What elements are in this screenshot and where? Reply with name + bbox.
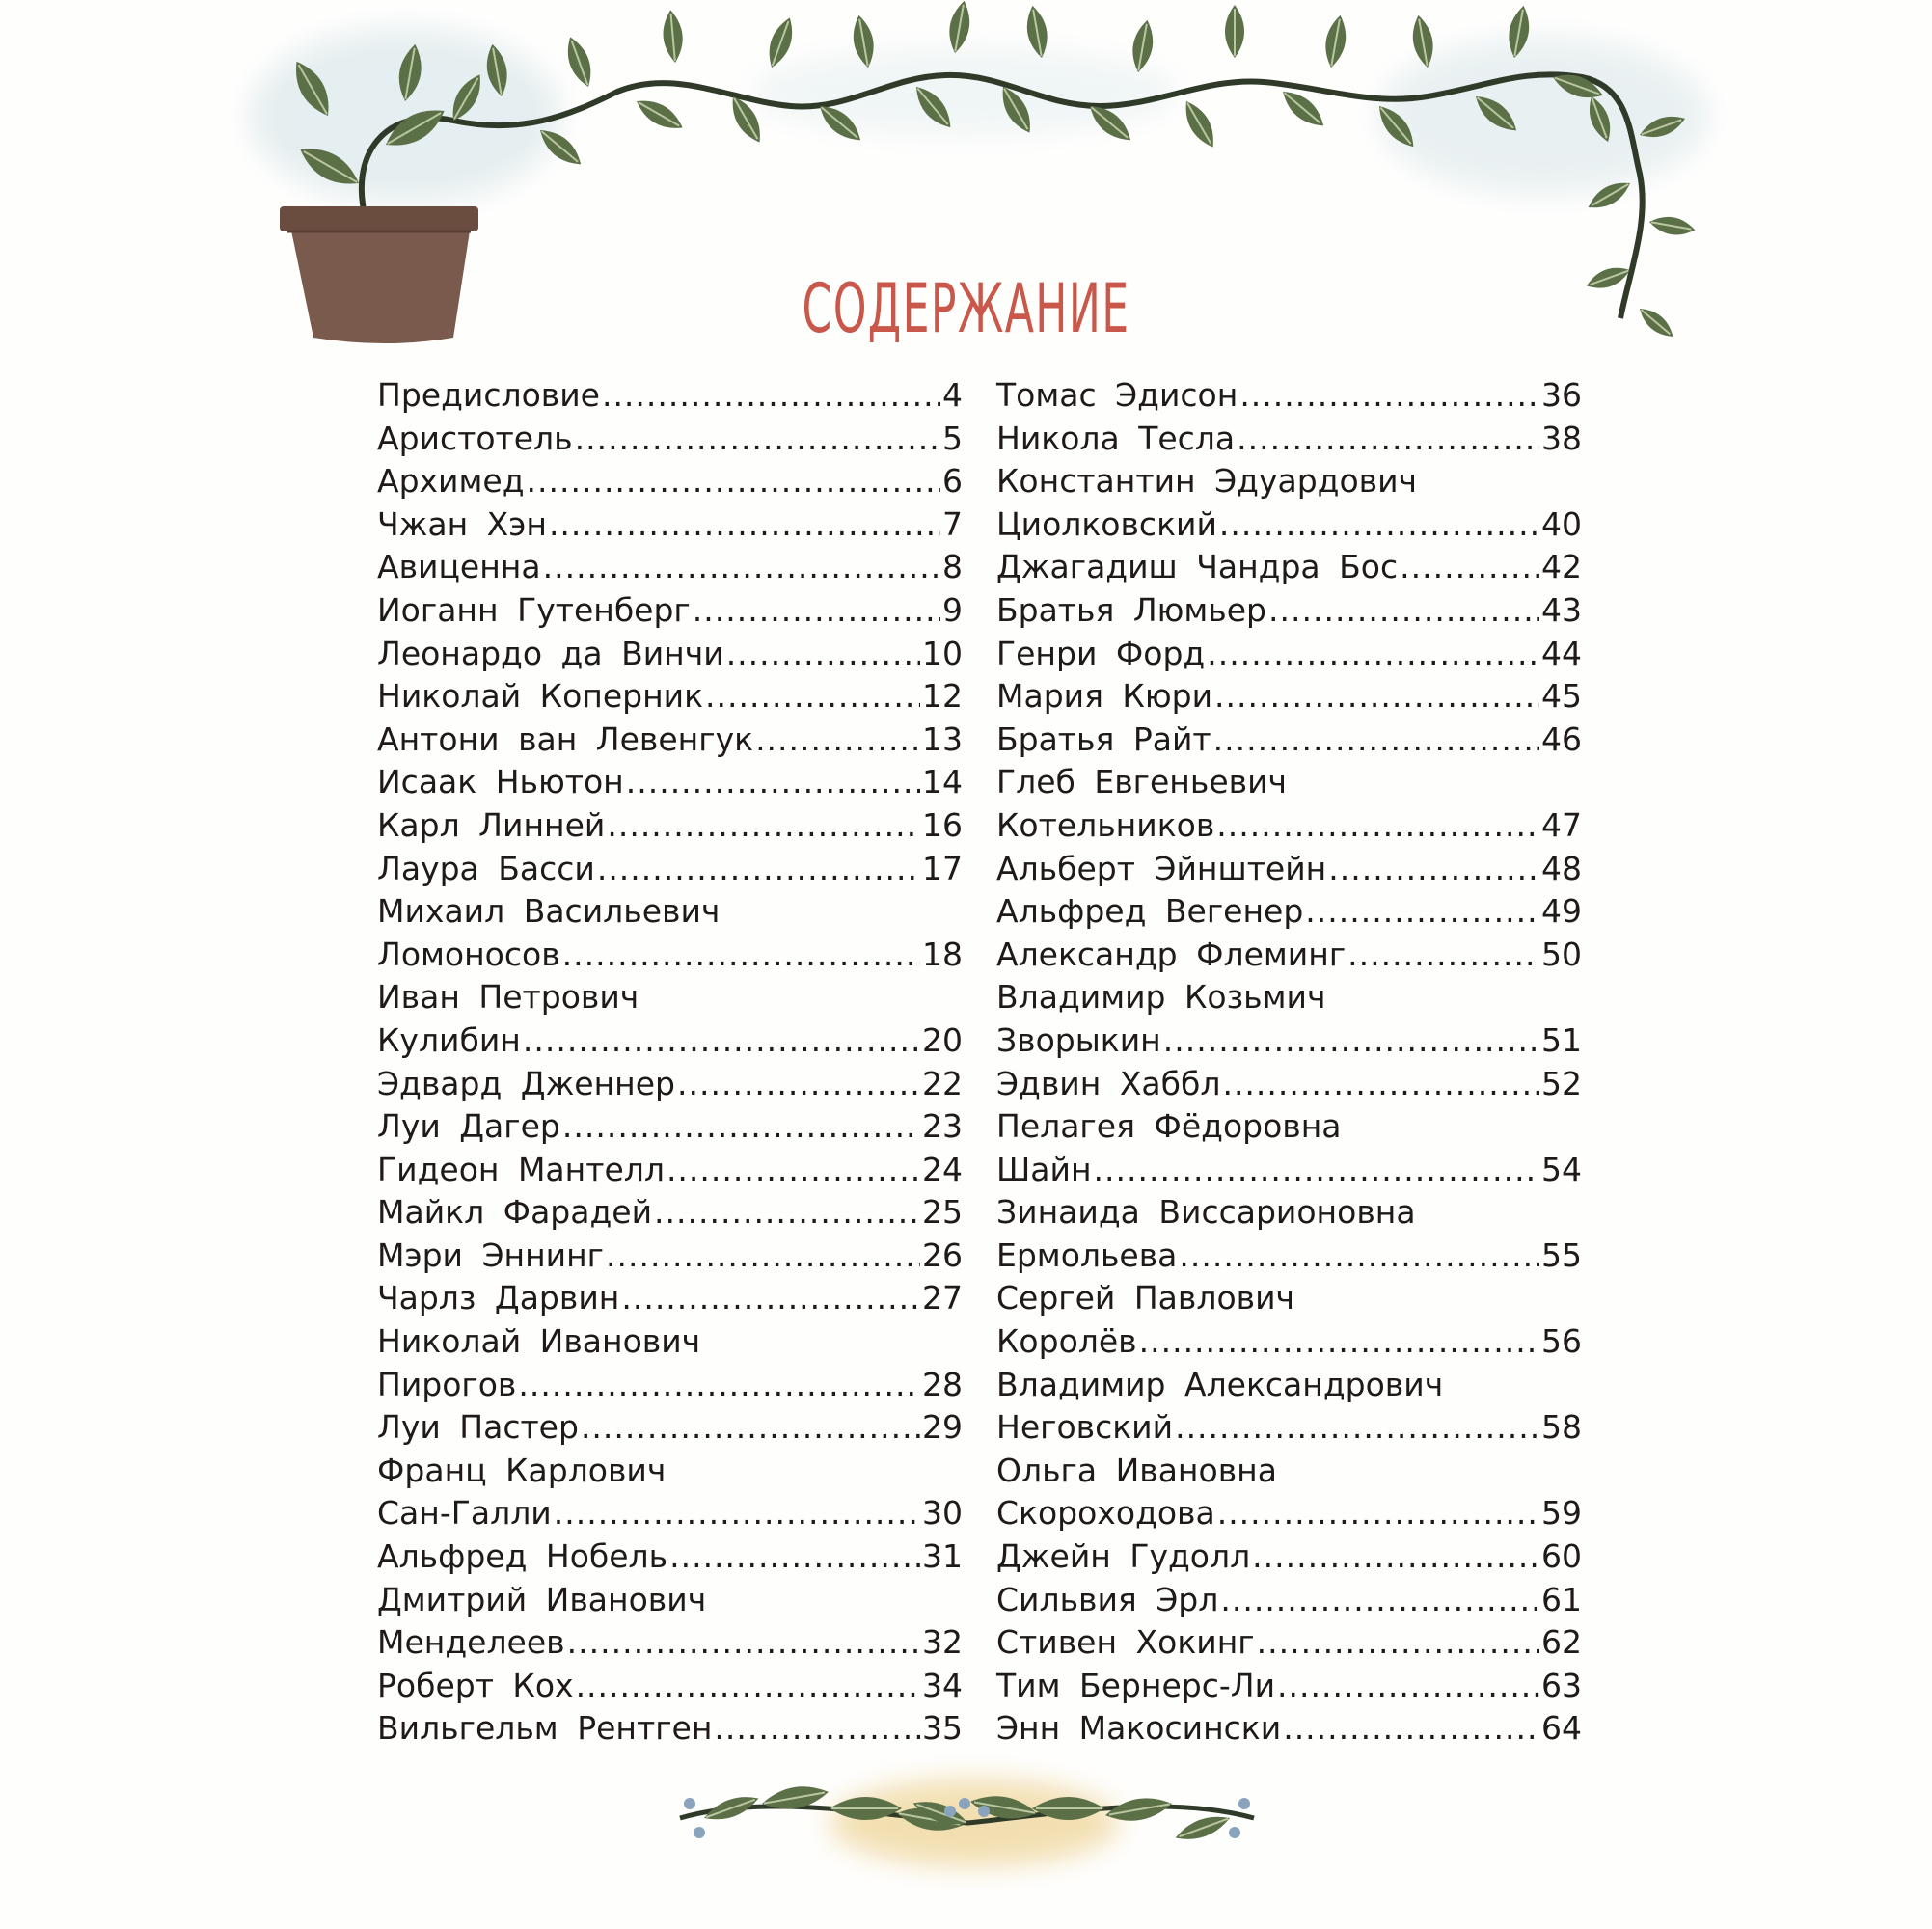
toc-entry-line (377, 505, 963, 549)
toc-entry (377, 548, 963, 591)
toc-page-number: 63 (1541, 1666, 1582, 1704)
toc-entry-line (377, 1623, 963, 1667)
toc-leader-dots (1257, 1623, 1539, 1661)
toc-entry-line (996, 677, 1582, 720)
toc-leader-dots (1400, 548, 1539, 585)
toc-page-number: 43 (1541, 590, 1582, 629)
toc-entry-name: Иоганн Гутенберг (377, 590, 691, 629)
toc-leader-dots (1237, 420, 1539, 457)
toc-page-number: 55 (1541, 1236, 1582, 1274)
toc-entry-line (996, 1279, 1582, 1322)
toc-entry-line (996, 1494, 1582, 1537)
toc-entry (377, 376, 963, 420)
toc-entry-line (377, 1151, 963, 1194)
toc-leader-dots (1219, 505, 1539, 543)
toc-entry-line (996, 720, 1582, 764)
toc-entry-name: Владимир Александрович (996, 1365, 1444, 1403)
toc-leader-dots (602, 376, 940, 414)
toc-entry-name: Шайн (996, 1150, 1092, 1188)
toc-entry-name: Зинаида Виссарионовна (996, 1193, 1416, 1232)
toc-leader-dots (576, 1667, 920, 1704)
toc-entry-name: Александр Флеминг (996, 935, 1347, 973)
toc-entry-name: Менделеев (377, 1623, 565, 1662)
toc-entry (996, 1709, 1582, 1752)
toc-entry (377, 850, 963, 893)
toc-entry-line (996, 1151, 1582, 1194)
toc-leader-dots (523, 1021, 920, 1059)
toc-entry-name: Предисловие (377, 376, 600, 414)
toc-entry (377, 635, 963, 678)
toc-entry-line (996, 1193, 1582, 1236)
toc-entry (996, 1366, 1582, 1452)
toc-entry-name: Лаура Басси (377, 849, 595, 887)
toc-entry (996, 1581, 1582, 1624)
toc-entry-name: Владимир Козьмич (996, 978, 1326, 1017)
toc-leader-dots (1217, 1494, 1539, 1532)
toc-leader-dots (705, 677, 920, 715)
toc-leader-dots (1328, 850, 1539, 887)
toc-entry-name: Эдвин Хаббл (996, 1064, 1221, 1102)
toc-leader-dots (606, 1236, 920, 1274)
toc-entry (377, 677, 963, 720)
toc-entry-line (377, 763, 963, 806)
toc-entry-line (996, 1581, 1582, 1624)
toc-leader-dots (693, 591, 940, 629)
toc-entry-line (996, 1452, 1582, 1495)
toc-entry (996, 763, 1582, 849)
toc-entry-name: Томас Эдисон (996, 376, 1238, 414)
toc-entry (377, 978, 963, 1064)
toc-leader-dots (714, 1709, 920, 1747)
toc-entry-name: Котельников (996, 805, 1215, 844)
toc-entry (996, 850, 1582, 893)
toc-entry-line (377, 1537, 963, 1581)
toc-leader-dots (726, 635, 920, 672)
toc-page-number: 52 (1541, 1064, 1582, 1102)
toc-column-right (996, 376, 1582, 1752)
toc-entry-name: Михаил Васильевич (377, 892, 721, 931)
berry-icon (978, 1806, 990, 1817)
toc-entry-line (996, 1065, 1582, 1108)
toc-entry-name: Ермольева (996, 1236, 1178, 1274)
toc-page-number: 49 (1541, 892, 1582, 931)
toc-entry-name: Луи Дагер (377, 1107, 560, 1146)
toc-entry-name: Джагадиш Чандра Бос (996, 548, 1399, 586)
toc-page-number: 24 (922, 1150, 963, 1188)
toc-entry (996, 720, 1582, 764)
toc-entry-line (377, 1193, 963, 1236)
toc-leader-dots (549, 505, 940, 543)
toc-entry-name: Глеб Евгеньевич (996, 763, 1288, 801)
toc-page-number: 31 (922, 1537, 963, 1576)
toc-page-number: 6 (942, 462, 963, 501)
toc-entry (377, 720, 963, 764)
toc-entry-name: Антони ван Левенгук (377, 720, 754, 758)
toc-entry (996, 892, 1582, 936)
toc-entry-line (996, 806, 1582, 850)
toc-entry-line (996, 1537, 1582, 1581)
toc-leader-dots (1222, 1065, 1539, 1102)
toc-entry-name: Роберт Кох (377, 1666, 574, 1704)
toc-entry (996, 548, 1582, 591)
toc-entry-line (996, 591, 1582, 635)
toc-page-number: 61 (1541, 1580, 1582, 1618)
toc-leader-dots (562, 1107, 920, 1145)
toc-leader-dots (626, 763, 920, 801)
toc-entry-line (377, 591, 963, 635)
toc-entry (996, 1065, 1582, 1108)
toc-entry-name: Гидеон Мантелл (377, 1150, 665, 1188)
toc-column-left (377, 376, 963, 1752)
toc-entry-name: Чарлз Дарвин (377, 1279, 620, 1318)
toc-leader-dots (597, 850, 920, 887)
toc-page-number: 48 (1541, 849, 1582, 887)
toc-entry (996, 591, 1582, 635)
berry-icon (694, 1827, 705, 1838)
toc-entry-line (996, 1709, 1582, 1752)
toc-entry-line (377, 1065, 963, 1108)
toc-leader-dots (562, 936, 920, 973)
toc-entry-line (377, 1322, 963, 1366)
toc-page-number: 51 (1541, 1020, 1582, 1059)
toc-page-number: 44 (1541, 634, 1582, 672)
toc-entry-name: Исаак Ньютон (377, 763, 624, 801)
toc-entry (996, 1667, 1582, 1710)
toc-page-number: 64 (1541, 1709, 1582, 1748)
berry-icon (944, 1806, 956, 1817)
berry-icon (1229, 1827, 1240, 1838)
toc-page-number: 47 (1541, 805, 1582, 844)
toc-page-number: 22 (922, 1064, 963, 1102)
toc-leader-dots (1207, 635, 1539, 672)
toc-leader-dots (581, 1408, 920, 1446)
toc-entry-line (377, 1236, 963, 1280)
toc-entry-line (377, 462, 963, 505)
toc-entry-line (377, 1581, 963, 1624)
toc-leader-dots (1268, 591, 1539, 629)
toc-entry-name: Королёв (996, 1322, 1137, 1361)
toc-entry (996, 936, 1582, 979)
toc-entry (996, 1452, 1582, 1537)
toc-entry-line (377, 1279, 963, 1322)
berry-icon (1238, 1798, 1250, 1809)
toc-entry-name: Эдвард Дженнер (377, 1064, 675, 1102)
toc-leader-dots (1239, 376, 1539, 414)
toc-page-number: 36 (1541, 376, 1582, 414)
toc-entry (377, 1322, 963, 1408)
toc-page-number: 46 (1541, 720, 1582, 758)
toc-leader-dots (1094, 1151, 1539, 1188)
toc-entry-line (996, 1667, 1582, 1710)
toc-entry-line (996, 635, 1582, 678)
toc-entry-name: Циолковский (996, 504, 1217, 543)
toc-entry-name: Пирогов (377, 1365, 517, 1403)
toc-entry (377, 420, 963, 463)
toc-entry (996, 677, 1582, 720)
toc-leader-dots (1216, 806, 1539, 844)
toc-entry-name: Сан-Галли (377, 1494, 552, 1533)
toc-entry-name: Иван Петрович (377, 978, 639, 1017)
toc-page-number: 32 (922, 1623, 963, 1662)
toc-page-number: 23 (922, 1107, 963, 1146)
toc-entry-line (996, 1623, 1582, 1667)
toc-entry (377, 1065, 963, 1108)
toc-leader-dots (1213, 720, 1539, 758)
toc-entry-line (996, 420, 1582, 463)
toc-entry (377, 1709, 963, 1752)
toc-entry-name: Вильгельм Рентген (377, 1709, 713, 1748)
toc-entry-name: Джейн Гудолл (996, 1537, 1251, 1576)
berry-icon (684, 1798, 695, 1809)
toc-page-number: 8 (942, 548, 963, 586)
toc-page-number: 14 (922, 763, 963, 801)
toc-leader-dots (669, 1537, 920, 1575)
toc-entry-name: Майкл Фарадей (377, 1193, 653, 1232)
toc-page-number: 16 (922, 805, 963, 844)
toc-entry (377, 1151, 963, 1194)
toc-entry-name: Сергей Павлович (996, 1279, 1295, 1318)
toc-leader-dots (518, 1366, 920, 1403)
toc-entry-name: Николай Иванович (377, 1322, 701, 1361)
page-title: СОДЕРЖАНИЕ (802, 268, 1130, 348)
toc-entry-name: Мария Кюри (996, 677, 1213, 716)
toc-entry (377, 1408, 963, 1452)
toc-page-number: 45 (1541, 677, 1582, 716)
toc-entry-line (996, 376, 1582, 420)
toc-entry-name: Стивен Хокинг (996, 1623, 1255, 1662)
toc-page-number: 34 (922, 1666, 963, 1704)
toc-leader-dots (543, 548, 940, 585)
toc-entry-line (377, 936, 963, 979)
toc-leader-dots (554, 1494, 920, 1532)
toc-entry-line (996, 1021, 1582, 1065)
toc-leader-dots (677, 1065, 920, 1102)
toc-leader-dots (1305, 892, 1539, 930)
toc-entry-line (377, 1366, 963, 1409)
toc-entry (996, 635, 1582, 678)
toc-entry-name: Кулибин (377, 1020, 521, 1059)
toc-entry-line (377, 850, 963, 893)
toc-entry (377, 892, 963, 978)
toc-entry-line (377, 548, 963, 591)
toc-page-number: 18 (922, 935, 963, 973)
toc-entry (996, 1537, 1582, 1581)
toc-entry-line (996, 1107, 1582, 1151)
toc-entry-line (377, 892, 963, 936)
toc-page-number: 38 (1541, 419, 1582, 457)
toc-entry-line (996, 1236, 1582, 1280)
toc-entry (377, 1236, 963, 1280)
toc-entry (377, 1581, 963, 1667)
toc-page-number: 9 (942, 590, 963, 629)
toc-entry (996, 1193, 1582, 1279)
toc-entry-name: Леонардо да Винчи (377, 634, 724, 672)
toc-leader-dots (755, 720, 920, 758)
toc-entry-line (996, 462, 1582, 505)
toc-page-number: 35 (922, 1709, 963, 1748)
toc-entry-name: Архимед (377, 462, 525, 501)
toc-entry-line (377, 420, 963, 463)
toc-entry-name: Сильвия Эрл (996, 1580, 1219, 1618)
toc-entry-name: Франц Карлович (377, 1451, 667, 1489)
toc-entry-line (377, 806, 963, 850)
toc-entry-name: Альфред Нобель (377, 1537, 668, 1576)
toc-entry-name: Мэри Эннинг (377, 1236, 605, 1274)
toc-entry-name: Никола Тесла (996, 419, 1236, 457)
toc-entry (377, 806, 963, 850)
toc-entry-line (996, 1322, 1582, 1366)
toc-entry-line (377, 1452, 963, 1495)
toc-entry-line (377, 1021, 963, 1065)
toc-entry-line (996, 505, 1582, 549)
toc-entry-line (377, 1494, 963, 1537)
toc-entry-name: Аристотель (377, 419, 573, 457)
toc-entry-name: Пелагея Фёдоровна (996, 1107, 1342, 1146)
toc-entry (377, 591, 963, 635)
toc-leader-dots (621, 1279, 920, 1317)
toc-entry-name: Николай Коперник (377, 677, 704, 716)
toc-leader-dots (1175, 1408, 1539, 1446)
toc-page-number: 62 (1541, 1623, 1582, 1662)
toc-entry-name: Братья Райт (996, 720, 1211, 758)
toc-page-number: 42 (1541, 548, 1582, 586)
toc-leader-dots (1214, 677, 1539, 715)
toc-leader-dots (1277, 1667, 1539, 1704)
toc-leader-dots (667, 1151, 920, 1188)
toc-page-number: 58 (1541, 1408, 1582, 1447)
toc-entry-line (996, 1366, 1582, 1409)
berry-icon (959, 1798, 970, 1809)
toc-entry-line (377, 1408, 963, 1452)
toc-entry-name: Константин Эдуардович (996, 462, 1418, 501)
toc-page-number: 54 (1541, 1150, 1582, 1188)
toc-page-number: 60 (1541, 1537, 1582, 1576)
toc-entry (377, 1279, 963, 1322)
toc-page-number: 27 (922, 1279, 963, 1318)
toc-entry-name: Зворыкин (996, 1020, 1161, 1059)
toc-entry-name: Тим Бернерс-Ли (996, 1666, 1276, 1704)
toc-entry-line (996, 850, 1582, 893)
toc-entry (996, 978, 1582, 1064)
toc-entry (377, 1107, 963, 1151)
toc-page-number: 7 (942, 504, 963, 543)
toc-entry-line (377, 1667, 963, 1710)
toc-entry (377, 505, 963, 549)
toc-leader-dots (1347, 936, 1539, 973)
toc-entry-name: Братья Люмьер (996, 590, 1267, 629)
toc-leader-dots (607, 806, 920, 844)
toc-entry-line (996, 548, 1582, 591)
toc-page-number: 20 (922, 1020, 963, 1059)
toc-entry (377, 1452, 963, 1537)
toc-leader-dots (527, 462, 940, 500)
toc-entry-line (377, 1107, 963, 1151)
toc-entry-line (996, 763, 1582, 806)
toc-page-number: 56 (1541, 1322, 1582, 1361)
toc-entry (996, 420, 1582, 463)
toc-entry-line (996, 892, 1582, 936)
toc-page-number: 12 (922, 677, 963, 716)
toc-page-number: 30 (922, 1494, 963, 1533)
toc-entry-name: Чжан Хэн (377, 504, 547, 543)
toc-entry-line (377, 1709, 963, 1752)
toc-entry (377, 763, 963, 806)
toc-entry-line (377, 720, 963, 764)
toc-leader-dots (567, 1623, 920, 1661)
toc-page-number: 25 (922, 1193, 963, 1232)
toc-page-number: 29 (922, 1408, 963, 1447)
toc-entry-name: Ломоносов (377, 935, 560, 973)
toc-entry-line (996, 978, 1582, 1021)
toc-entry (377, 1193, 963, 1236)
toc-leader-dots (1252, 1537, 1539, 1575)
toc-entry-line (377, 978, 963, 1021)
toc-entry-line (377, 677, 963, 720)
toc-entry (377, 1667, 963, 1710)
toc-page-number: 13 (922, 720, 963, 758)
toc-entry (377, 1537, 963, 1581)
toc-entry-name: Скороходова (996, 1494, 1215, 1533)
toc-entry-line (377, 635, 963, 678)
toc-entry-name: Генри Форд (996, 634, 1206, 672)
toc-entry-name: Неговский (996, 1408, 1174, 1447)
toc-entry (996, 462, 1582, 548)
toc-entry-line (377, 376, 963, 420)
toc-entry (377, 462, 963, 505)
toc-page-number: 17 (922, 849, 963, 887)
toc-entry (996, 1279, 1582, 1365)
toc-entry-name: Альфред Вегенер (996, 892, 1304, 931)
toc-entry-name: Альберт Эйнштейн (996, 849, 1327, 887)
toc-entry-name: Карл Линней (377, 805, 606, 844)
toc-page-number: 50 (1541, 935, 1582, 973)
toc-entry-line (996, 936, 1582, 979)
toc-entry (996, 1623, 1582, 1667)
toc-page-number: 4 (942, 376, 963, 414)
toc-entry-name: Ольга Ивановна (996, 1451, 1277, 1489)
toc-entry-name: Авиценна (377, 548, 541, 586)
toc-leader-dots (1179, 1236, 1539, 1274)
toc-entry (996, 1107, 1582, 1193)
toc-page-number: 10 (922, 634, 963, 672)
toc-page-number: 26 (922, 1236, 963, 1274)
toc-page-number: 28 (922, 1365, 963, 1403)
toc-page-number: 59 (1541, 1494, 1582, 1533)
toc-entry-name: Дмитрий Иванович (377, 1580, 707, 1618)
toc-leader-dots (654, 1193, 920, 1231)
toc-page-number: 5 (942, 419, 963, 457)
toc-entry-name: Энн Макосински (996, 1709, 1282, 1748)
toc-leader-dots (575, 420, 940, 457)
toc-entry-name: Луи Пастер (377, 1408, 579, 1447)
toc-leader-dots (1283, 1709, 1539, 1747)
toc-leader-dots (1163, 1021, 1539, 1059)
toc-page-number: 40 (1541, 504, 1582, 543)
toc-leader-dots (1220, 1581, 1539, 1618)
toc-entry-line (996, 1408, 1582, 1452)
toc-entry (996, 376, 1582, 420)
toc-leader-dots (1139, 1322, 1539, 1360)
